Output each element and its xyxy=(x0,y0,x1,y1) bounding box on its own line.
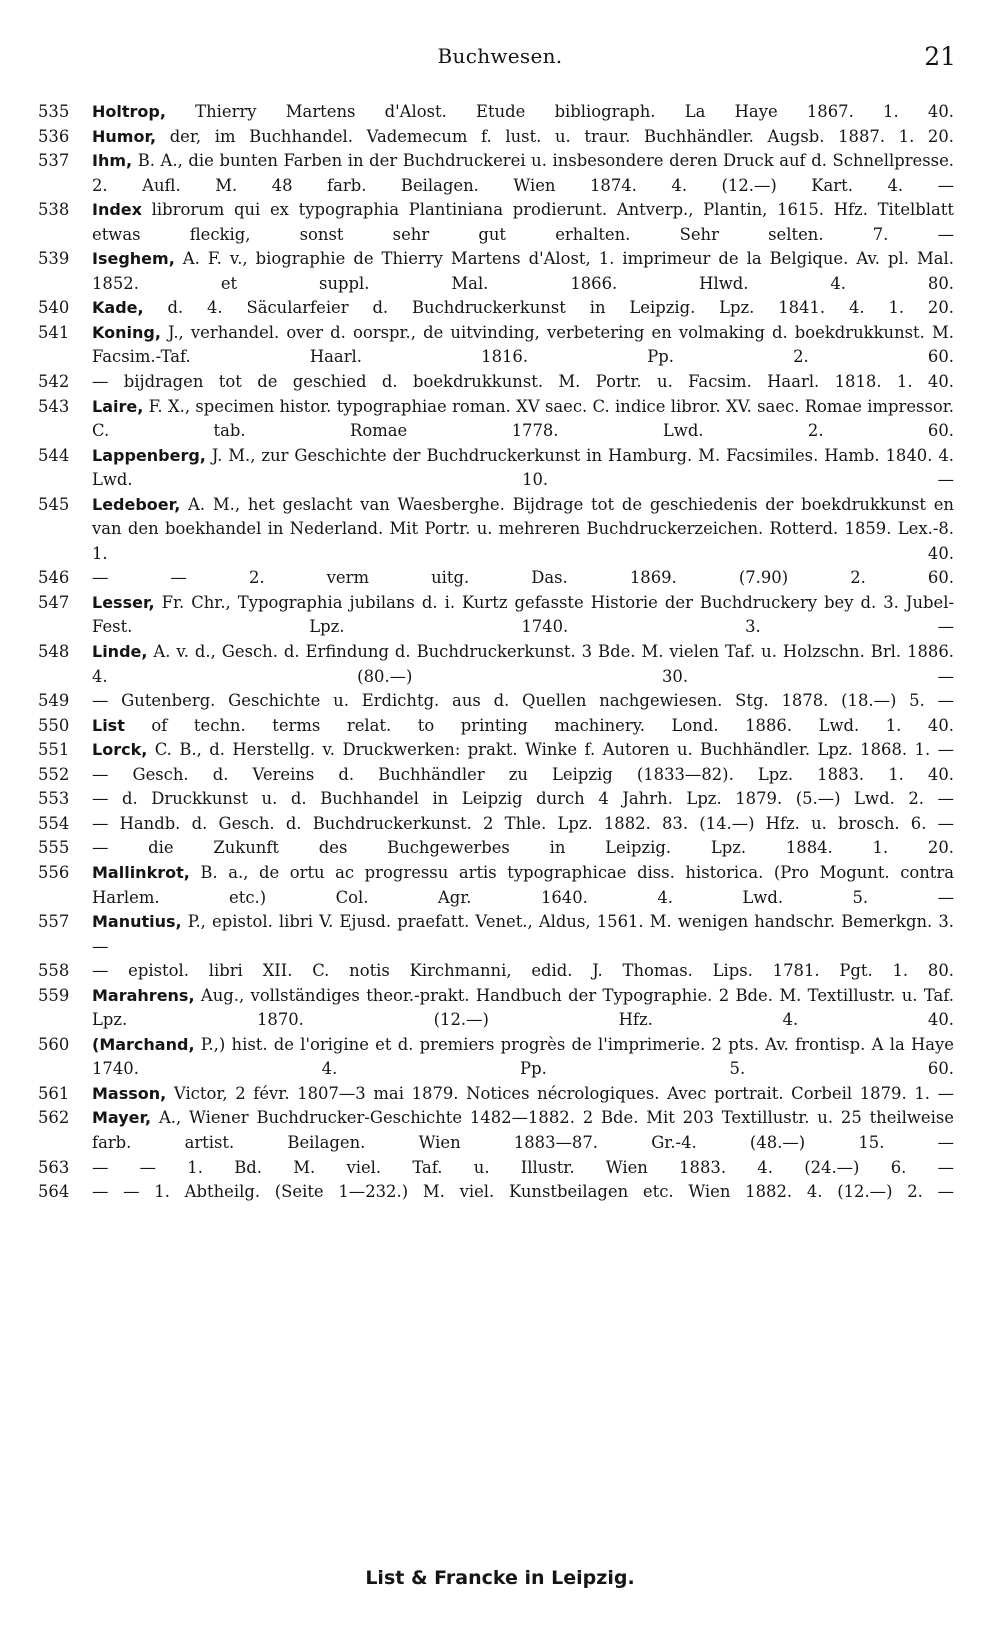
entry-number: 564 xyxy=(38,1182,70,1202)
entry-description: Thierry Martens d'Alost. Etude bibliograph. La Haye 1867. 1. 40. xyxy=(195,102,954,121)
entry-number: 560 xyxy=(38,1034,70,1054)
entry-description: Fr. Chr., Typographia jubilans d. i. Kurtz gefasste Historie der Buchdruckery bey d. 3. Jubel-Fest. Lpz. 1740. 3. — xyxy=(92,592,954,637)
catalog-entry xyxy=(38,984,954,1033)
entry-description: F. X., specimen histor. typographiae roman. XV saec. C. indice libror. XV. saec. Romae impressor. C. tab. Romae 1778. Lwd. 2. 60. xyxy=(92,396,954,441)
entry-author: Humor, xyxy=(92,126,157,146)
entry-description: — — 2. verm uitg. Das. 1869. (7.90) 2. 60. xyxy=(92,568,954,588)
entry-author: Lappenberg, xyxy=(92,445,206,465)
catalog-entry xyxy=(38,787,954,812)
entry-number: 557 xyxy=(38,912,70,932)
catalog-entry xyxy=(38,640,954,689)
running-title: Buchwesen. xyxy=(437,44,563,68)
entry-number: 556 xyxy=(38,862,70,882)
entry-number: 553 xyxy=(38,789,70,809)
entry-author: Kade, xyxy=(92,298,144,318)
catalog-entry xyxy=(38,836,954,861)
entry-description: — die Zukunft des Buchgewerbes in Leipzig. Lpz. 1884. 1. 20. xyxy=(92,838,954,858)
entry-number: 558 xyxy=(38,961,70,981)
entry-description: A., Wiener Buchdrucker-Geschichte 1482—1882. 2 Bde. Mit 203 Textillustr. u. 25 theilweise farb. artist. Beilagen. Wien 1883—87. Gr.-4. (48.—) 15. — xyxy=(92,1108,954,1152)
entry-number: 544 xyxy=(38,445,70,465)
catalog-entry xyxy=(38,370,954,395)
entry-author: Holtrop, xyxy=(92,102,166,121)
catalog-entry xyxy=(38,738,954,763)
entry-author: Lesser, xyxy=(92,592,155,612)
entry-number: 552 xyxy=(38,764,70,784)
entry-number: 559 xyxy=(38,985,70,1005)
entry-description: d. 4. Säcularfeier d. Buchdruckerkunst in Leipzig. Lpz. 1841. 4. 1. 20. xyxy=(167,298,954,318)
entry-number: 540 xyxy=(38,298,70,318)
entry-description: — Gesch. d. Vereins d. Buchhändler zu Leipzig (1833—82). Lpz. 1883. 1. 40. xyxy=(92,764,954,784)
catalog-entry xyxy=(38,321,954,370)
catalog-entry xyxy=(38,247,954,296)
entry-description: Aug., vollständiges theor.-prakt. Handbuch der Typographie. 2 Bde. M. Textillustr. u. Taf. Lpz. 1870. (12.—) Hfz. 4. 40. xyxy=(92,985,954,1030)
entry-description: — d. Druckkunst u. d. Buchhandel in Leipzig durch 4 Jahrh. Lpz. 1879. (5.—) Lwd. 2. — xyxy=(92,789,954,809)
catalog-entry xyxy=(38,763,954,788)
entry-number: 548 xyxy=(38,642,70,662)
entry-description: J. M., zur Geschichte der Buchdruckerkunst in Hamburg. M. Facsimiles. Hamb. 1840. 4. Lwd. 10. — xyxy=(92,445,954,490)
entry-description: B. a., de ortu ac progressu artis typographicae diss. historica. (Pro Mogunt. contra Harlem. etc.) Col. Agr. 1640. 4. Lwd. 5. — xyxy=(92,862,954,907)
entry-description: C. B., d. Herstellg. v. Druckwerken: prakt. Winke f. Autoren u. Buchhändler. Lpz. 1868. 1. — xyxy=(154,740,954,760)
entry-number: 562 xyxy=(38,1108,70,1128)
catalog-entry xyxy=(38,493,954,567)
entry-author: Ledeboer, xyxy=(92,494,181,514)
entry-description: B. A., die bunten Farben in der Buchdruckerei u. insbesondere deren Druck auf d. Schnellpresse. 2. Aufl. M. 48 farb. Beilagen. Wien 1874. 4. (12.—) Kart. 4. — xyxy=(92,151,954,195)
catalog-entries xyxy=(38,100,954,1205)
entry-description: A. F. v., biographie de Thierry Martens d'Alost, 1. imprimeur de la Belgique. Av. pl. Mal. 1852. et suppl. Mal. 1866. Hlwd. 4. 80. xyxy=(92,249,954,293)
entry-description: librorum qui ex typographia Plantiniana prodierunt. Antverp., Plantin, 1615. Hfz. Titelblatt etwas fleckig, sonst sehr gut erhalten. Sehr selten. 7. — xyxy=(92,200,954,244)
entry-author: Masson, xyxy=(92,1083,167,1103)
entry-number: 550 xyxy=(38,715,70,735)
entry-number: 535 xyxy=(38,102,70,121)
entry-number: 541 xyxy=(38,322,70,342)
entry-author: Mallinkrot, xyxy=(92,862,190,882)
catalog-entry xyxy=(38,1106,954,1155)
entry-number: 538 xyxy=(38,200,70,220)
entry-number: 561 xyxy=(38,1083,70,1103)
entry-description: P., epistol. libri V. Ejusd. praefatt. Venet., Aldus, 1561. M. wenigen handschr. Bemerkgn. 3. — xyxy=(92,912,954,956)
catalog-entry xyxy=(38,444,954,493)
entry-author: Mayer, xyxy=(92,1108,152,1128)
entry-description: Victor, 2 févr. 1807—3 mai 1879. Notices nécrologiques. Avec portrait. Corbeil 1879. 1. — xyxy=(173,1083,954,1103)
catalog-entry xyxy=(38,689,954,714)
catalog-entry xyxy=(38,591,954,640)
publisher-imprint: List & Francke in Leipzig. xyxy=(365,1567,635,1589)
entry-description: A. v. d., Gesch. d. Erfindung d. Buchdruckerkunst. 3 Bde. M. vielen Taf. u. Holzschn. Brl. 1886. 4. (80.—) 30. — xyxy=(92,642,954,686)
catalog-entry xyxy=(38,861,954,910)
running-head xyxy=(40,44,960,78)
entry-description: der, im Buchhandel. Vademecum f. lust. u. traur. Buchhändler. Augsb. 1887. 1. 20. xyxy=(169,126,954,146)
catalog-entry xyxy=(38,566,954,591)
entry-author: Lorck, xyxy=(92,740,148,760)
catalog-entry xyxy=(38,1033,954,1082)
entry-number: 539 xyxy=(38,249,70,269)
catalog-entry xyxy=(38,149,954,198)
catalog-entry xyxy=(38,1156,954,1181)
catalog-entry xyxy=(38,395,954,444)
entry-number: 554 xyxy=(38,813,70,833)
entry-number: 547 xyxy=(38,592,70,612)
entry-author: (Marchand, xyxy=(92,1034,195,1054)
entry-description: P.,) hist. de l'origine et d. premiers progrès de l'imprimerie. 2 pts. Av. frontisp. A la Haye 1740. 4. Pp. 5. 60. xyxy=(92,1034,954,1079)
catalog-entry xyxy=(38,910,954,959)
entry-number: 551 xyxy=(38,740,70,760)
catalog-entry xyxy=(38,125,954,150)
entry-author: Iseghem, xyxy=(92,249,175,269)
entry-description: — epistol. libri XII. C. notis Kirchmanni, edid. J. Thomas. Lips. 1781. Pgt. 1. 80. xyxy=(92,961,954,981)
entry-author: Manutius, xyxy=(92,912,182,932)
entry-number: 555 xyxy=(38,838,70,858)
entry-number: 543 xyxy=(38,396,70,416)
catalog-entry xyxy=(38,959,954,984)
catalog-entry xyxy=(38,812,954,837)
catalog-entry xyxy=(38,198,954,247)
entry-description: — Gutenberg. Geschichte u. Erdichtg. aus d. Quellen nachgewiesen. Stg. 1878. (18.—) 5. — xyxy=(92,691,954,711)
catalog-entry xyxy=(38,1180,954,1205)
entry-author: Linde, xyxy=(92,642,148,662)
entry-number: 536 xyxy=(38,126,70,146)
catalog-entry xyxy=(38,714,954,739)
entry-description: of techn. terms relat. to printing machinery. Lond. 1886. Lwd. 1. 40. xyxy=(151,715,954,735)
page-number: 21 xyxy=(924,42,956,71)
entry-author: Marahrens, xyxy=(92,985,195,1005)
entry-number: 546 xyxy=(38,568,70,588)
entry-description: — Handb. d. Gesch. d. Buchdruckerkunst. 2 Thle. Lpz. 1882. 83. (14.—) Hfz. u. brosch. 6. — xyxy=(92,813,954,833)
entry-number: 563 xyxy=(38,1157,70,1177)
entry-author: Index xyxy=(92,200,142,220)
entry-description: J., verhandel. over d. oorspr., de uitvinding, verbetering en volmaking d. boekdrukkunst. M. Facsim.-Taf. Haarl. 1816. Pp. 2. 60. xyxy=(92,322,954,367)
entry-author: Koning, xyxy=(92,322,161,342)
entry-number: 549 xyxy=(38,691,70,711)
catalog-entry xyxy=(38,1082,954,1107)
entry-description: — — 1. Bd. M. viel. Taf. u. Illustr. Wien 1883. 4. (24.—) 6. — xyxy=(92,1157,954,1177)
entry-number: 537 xyxy=(38,151,70,171)
entry-number: 545 xyxy=(38,494,70,514)
entry-author: Laire, xyxy=(92,396,144,416)
entry-description: — bijdragen tot de geschied d. boekdrukkunst. M. Portr. u. Facsim. Haarl. 1818. 1. 40. xyxy=(92,372,954,392)
catalog-entry xyxy=(38,100,954,125)
entry-author: List xyxy=(92,715,125,735)
catalog-entry xyxy=(38,296,954,321)
entry-description: — — 1. Abtheilg. (Seite 1—232.) M. viel. Kunstbeilagen etc. Wien 1882. 4. (12.—) 2. — xyxy=(92,1182,954,1202)
entry-description: A. M., het geslacht van Waesberghe. Bijdrage tot de geschiedenis der boekdrukkunst en van den boekhandel in Nederland. Mit Portr. u. mehreren Buchdruckerzeichen. Rotterd. 1859. Lex.-8. 1. 40. xyxy=(92,494,954,563)
entry-author: Ihm, xyxy=(92,151,133,171)
entry-number: 542 xyxy=(38,372,70,392)
